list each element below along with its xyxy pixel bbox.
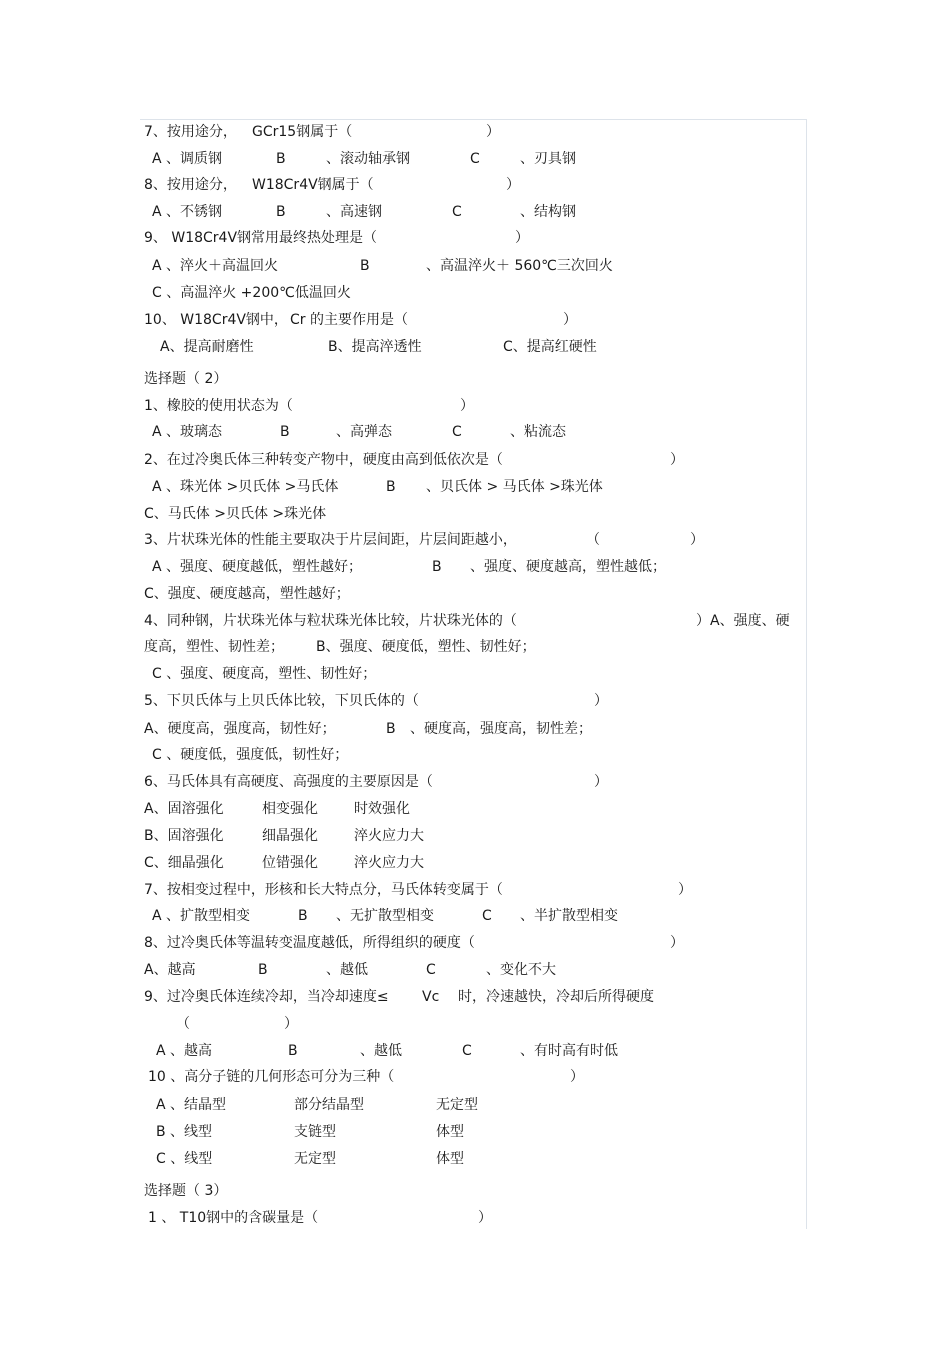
text-line bbox=[0, 933, 950, 953]
text-segment: B、强度、硬度低，塑性、韧性好； bbox=[316, 639, 536, 655]
text-segment: 、越低 bbox=[360, 1043, 402, 1059]
text-segment: B bbox=[360, 258, 370, 274]
text-line bbox=[0, 960, 950, 980]
text-segment: ） bbox=[478, 1210, 492, 1226]
text-segment: GCr15钢属于（ bbox=[252, 124, 353, 140]
text-segment: 、高弹态 bbox=[336, 424, 392, 440]
text-line bbox=[0, 799, 950, 819]
text-segment: 8、过冷奥氏体等温转变温度越低，所得组织的硬度（ bbox=[144, 935, 475, 951]
text-line bbox=[0, 530, 950, 550]
text-line bbox=[0, 987, 950, 1007]
text-segment: A 、强度、硬度越低，塑性越好； bbox=[152, 559, 363, 575]
text-segment: B 、线型 bbox=[156, 1124, 213, 1140]
text-line bbox=[0, 906, 950, 926]
text-segment: 位错强化 bbox=[262, 855, 318, 871]
text-segment: （ bbox=[176, 1016, 190, 1032]
text-segment: B、固溶强化 bbox=[144, 828, 224, 844]
text-segment: 、高温淬火＋ 560℃三次回火 bbox=[426, 258, 613, 274]
text-segment: A 、扩散型相变 bbox=[152, 908, 251, 924]
text-segment: 2、在过冷奥氏体三种转变产物中，硬度由高到低依次是（ bbox=[144, 452, 503, 468]
text-segment: 3、片状珠光体的性能主要取决于片层间距，片层间距越小， bbox=[144, 532, 517, 548]
text-segment: C bbox=[426, 962, 436, 978]
text-segment: B bbox=[298, 908, 308, 924]
text-line bbox=[0, 122, 950, 142]
text-segment: 10、 W18Cr4V钢中， bbox=[144, 312, 288, 328]
text-segment: 时效强化 bbox=[354, 801, 410, 817]
text-segment: C、强度、硬度越高，塑性越好； bbox=[144, 586, 350, 602]
text-segment: 7、按相变过程中，形核和长大特点分，马氏体转变属于（ bbox=[144, 882, 503, 898]
text-segment: 6、马氏体具有高硬度、高强度的主要原因是（ bbox=[144, 774, 433, 790]
text-segment: 、粘流态 bbox=[510, 424, 566, 440]
text-segment: C bbox=[452, 204, 462, 220]
text-segment: 、变化不大 bbox=[486, 962, 556, 978]
text-segment: ） bbox=[670, 935, 684, 951]
text-segment: 8、按用途分， bbox=[144, 177, 237, 193]
text-segment: A、固溶强化 bbox=[144, 801, 224, 817]
text-line bbox=[0, 772, 950, 792]
text-segment: A 、结晶型 bbox=[156, 1097, 227, 1113]
text-segment: 时，冷速越快，冷却后所得硬度 bbox=[458, 989, 654, 1005]
text-segment: ） bbox=[594, 693, 608, 709]
text-segment: 淬火应力大 bbox=[354, 828, 424, 844]
text-segment: A、提高耐磨性 bbox=[160, 339, 254, 355]
text-segment: 、半扩散型相变 bbox=[520, 908, 618, 924]
text-segment: 、有时高有时低 bbox=[520, 1043, 618, 1059]
text-segment: C、细晶强化 bbox=[144, 855, 224, 871]
text-segment: Vc bbox=[422, 989, 440, 1005]
text-line bbox=[0, 826, 950, 846]
text-segment: 9、 W18Cr4V钢常用最终热处理是（ bbox=[144, 230, 378, 246]
text-line bbox=[0, 1181, 950, 1201]
text-segment: ） bbox=[594, 774, 608, 790]
text-segment: 10 、高分子链的几何形态可分为三种（ bbox=[148, 1069, 395, 1085]
text-segment: ） bbox=[506, 177, 520, 193]
text-segment: A 、淬火＋高温回火 bbox=[152, 258, 279, 274]
text-segment: 选择题（ 2） bbox=[144, 371, 228, 387]
text-line bbox=[0, 1095, 950, 1115]
text-segment: 、无扩散型相变 bbox=[336, 908, 434, 924]
text-line bbox=[0, 1014, 950, 1034]
text-segment: 5、下贝氏体与上贝氏体比较，下贝氏体的（ bbox=[144, 693, 419, 709]
text-segment: A 、调质钢 bbox=[152, 151, 223, 167]
text-line bbox=[0, 504, 950, 524]
text-segment: ） bbox=[460, 398, 474, 414]
text-segment: ） bbox=[563, 312, 577, 328]
text-line bbox=[0, 664, 950, 684]
text-segment: ） bbox=[515, 230, 529, 246]
text-line bbox=[0, 396, 950, 416]
text-segment: C bbox=[462, 1043, 472, 1059]
text-segment: A 、不锈钢 bbox=[152, 204, 223, 220]
text-segment: A、越高 bbox=[144, 962, 196, 978]
text-segment: B bbox=[386, 479, 396, 495]
text-segment: 体型 bbox=[436, 1124, 464, 1140]
text-segment: Cr 的主要作用是（ bbox=[290, 312, 408, 328]
text-segment: A 、珠光体 >贝氏体 >马氏体 bbox=[152, 479, 339, 495]
text-segment: B bbox=[258, 962, 268, 978]
text-segment: 9、过冷奥氏体连续冷却，当冷却速度≤ bbox=[144, 989, 389, 1005]
text-segment: 无定型 bbox=[294, 1151, 336, 1167]
text-segment: 度高，塑性、韧性差； bbox=[144, 639, 284, 655]
text-segment: C、提高红硬性 bbox=[503, 339, 597, 355]
text-segment: 部分结晶型 bbox=[294, 1097, 364, 1113]
text-line bbox=[0, 202, 950, 222]
text-segment: 、越低 bbox=[326, 962, 368, 978]
text-segment: 、硬度高，强度高，韧性差； bbox=[410, 721, 592, 737]
text-segment: 、滚动轴承钢 bbox=[326, 151, 410, 167]
text-segment: 、贝氏体 > 马氏体 >珠光体 bbox=[426, 479, 603, 495]
text-segment: A 、越高 bbox=[156, 1043, 213, 1059]
text-line bbox=[0, 719, 950, 739]
text-line bbox=[0, 256, 950, 276]
text-line bbox=[0, 637, 950, 657]
text-line bbox=[0, 584, 950, 604]
text-segment: ） bbox=[284, 1016, 298, 1032]
text-line bbox=[0, 691, 950, 711]
text-line bbox=[0, 1067, 950, 1087]
text-segment: B bbox=[280, 424, 290, 440]
text-segment: ）A、强度、硬 bbox=[696, 613, 790, 629]
text-line bbox=[0, 283, 950, 303]
text-line bbox=[0, 228, 950, 248]
text-line bbox=[0, 337, 950, 357]
text-segment: B bbox=[432, 559, 442, 575]
text-segment: 、结构钢 bbox=[520, 204, 576, 220]
text-line bbox=[0, 557, 950, 577]
text-segment: ） bbox=[570, 1069, 584, 1085]
text-line bbox=[0, 175, 950, 195]
text-segment: （ bbox=[586, 532, 600, 548]
text-line bbox=[0, 149, 950, 169]
text-segment: 相变强化 bbox=[262, 801, 318, 817]
text-line bbox=[0, 611, 950, 631]
text-segment: 支链型 bbox=[294, 1124, 336, 1140]
text-segment: 4、同种钢，片状珠光体与粒状珠光体比较，片状珠光体的（ bbox=[144, 613, 517, 629]
text-line bbox=[0, 1149, 950, 1169]
text-line bbox=[0, 310, 950, 330]
text-segment: C 、线型 bbox=[156, 1151, 213, 1167]
text-segment: ） bbox=[690, 532, 704, 548]
text-segment: 体型 bbox=[436, 1151, 464, 1167]
text-segment: C bbox=[470, 151, 480, 167]
text-line bbox=[0, 477, 950, 497]
text-segment: C 、硬度低，强度低，韧性好； bbox=[152, 747, 349, 763]
text-line bbox=[0, 745, 950, 765]
text-segment: C bbox=[452, 424, 462, 440]
text-segment: ） bbox=[678, 882, 692, 898]
text-segment: A 、玻璃态 bbox=[152, 424, 223, 440]
text-segment: ） bbox=[486, 124, 500, 140]
text-segment: B、提高淬透性 bbox=[328, 339, 422, 355]
text-segment: A、硬度高，强度高，韧性好； bbox=[144, 721, 336, 737]
text-segment: B bbox=[386, 721, 396, 737]
text-segment: B bbox=[288, 1043, 298, 1059]
text-line bbox=[0, 853, 950, 873]
text-segment: W18Cr4V钢属于（ bbox=[252, 177, 374, 193]
text-segment: 7、按用途分， bbox=[144, 124, 237, 140]
text-segment: 选择题（ 3） bbox=[144, 1183, 228, 1199]
text-line bbox=[0, 880, 950, 900]
text-segment: 、强度、硬度越高，塑性越低； bbox=[470, 559, 666, 575]
text-segment: C 、强度、硬度高，塑性、韧性好； bbox=[152, 666, 377, 682]
text-segment: 、刃具钢 bbox=[520, 151, 576, 167]
text-line bbox=[0, 450, 950, 470]
text-segment: 、高速钢 bbox=[326, 204, 382, 220]
text-segment: ） bbox=[670, 452, 684, 468]
text-line bbox=[0, 369, 950, 389]
text-segment: B bbox=[276, 204, 286, 220]
text-segment: 1、橡胶的使用状态为（ bbox=[144, 398, 293, 414]
text-segment: C 、高温淬火 +200℃低温回火 bbox=[152, 285, 351, 301]
text-line bbox=[0, 422, 950, 442]
text-line bbox=[0, 1208, 950, 1228]
text-line bbox=[0, 1122, 950, 1142]
text-segment: B bbox=[276, 151, 286, 167]
text-segment: C bbox=[482, 908, 492, 924]
text-line bbox=[0, 1041, 950, 1061]
text-segment: 细晶强化 bbox=[262, 828, 318, 844]
text-segment: 淬火应力大 bbox=[354, 855, 424, 871]
text-segment: C、马氏体 >贝氏体 >珠光体 bbox=[144, 506, 327, 522]
text-segment: 无定型 bbox=[436, 1097, 478, 1113]
text-segment: 1 、 T10钢中的含碳量是（ bbox=[148, 1210, 319, 1226]
